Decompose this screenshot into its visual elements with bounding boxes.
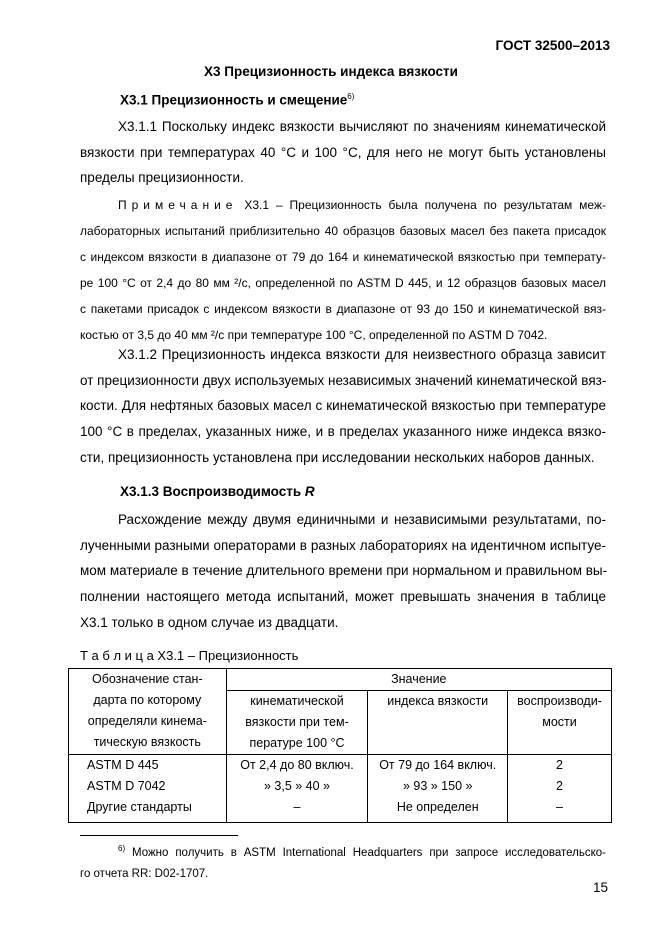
footnote-divider [80, 835, 238, 836]
page-number: 15 [592, 880, 608, 895]
table-row [69, 776, 612, 797]
header-reproducibility: воспроизводи- мости [508, 691, 612, 755]
footnote: $^{6)}$ Можно получить в ASTM International Headquarters при запросе исследовательско- го отчета RR: D02-1707. [80, 844, 606, 880]
header-viscosity-index: индекса вязкости [368, 691, 508, 755]
subsection-x3-1-3-title: X3.1.3 Воспроизводимость R [120, 484, 315, 499]
cell-standard: Другие стандарты [69, 797, 227, 823]
section-title: X3 Прецизионность индекса вязкости [204, 64, 458, 79]
cell-kinematic: – [226, 797, 368, 823]
cell-repro: 2 [508, 776, 612, 797]
footnote-mark: 6) [118, 844, 126, 853]
note-label: Примечание [118, 198, 238, 212]
cell-index: » 93 » 150 » [368, 776, 508, 797]
cell-standard: ASTM D 7042 [69, 776, 227, 797]
cell-standard: ASTM D 445 [69, 755, 227, 777]
note-x3-1: Примечание X3.1 – Прецизионность была получена по результатам меж- лабораторных испытаний приблизительно 40 образцов базовых масел без пакета присадок с индексом вязкости в диапазоне от 79 до 164 и кинематической вязкостью при температу- ре 100 °C от 2,4 до 80 мм ²/с, определенной по ASTM D 445, и 12 образцов базовых масел с пакетами присадок с индексом вязкости в диапазоне от 93 до 150 и кинематической вяз- костью от 3,5 до 40 мм ²/с при температуре 100 °C, определенной по ASTM D 7042. [80, 198, 606, 342]
cell-repro: – [508, 797, 612, 823]
header-kinematic: кинематической вязкости при тем- пературе 100 °C [226, 691, 368, 755]
paragraph-x3-1-2: X3.1.2 Прецизионность индекса вязкости для неизвестного образца зависит от прецизионности двух используемых независимых значений кинематической вяз- кости. Для нефтяных базовых масел с кинематической вязкостью при температуре 100 °C в пределах, указанных ниже, и в пределах указанного ниже индекса вязко- сти, прецизионность установлена при исследовании нескольких наборов данных. [80, 347, 607, 465]
table-row [69, 797, 612, 823]
subsection-title: X3.1 Прецизионность и смещение$^{6)}$ [120, 92, 355, 108]
cell-kinematic: От 2,4 до 80 включ. [226, 755, 368, 777]
footnote-ref: 6) [347, 92, 355, 101]
cell-repro: 2 [508, 755, 612, 777]
table-row [69, 755, 612, 777]
table-caption: Т а б л и ц а X3.1 – Прецизионность [80, 648, 299, 663]
paragraph-reproducibility: Расхождение между двумя единичными и независимыми результатами, по- лученными разными операторами в разных лабораториях на идентичном испытуе- мом материале в течение длительного времени при нормальном и правильном вы- полнении настоящего метода испытаний, может превышать значения в таблице X3.1 только в одном случае из двадцати. [80, 512, 608, 630]
cell-kinematic: » 3,5 » 40 » [226, 776, 368, 797]
header-standard: Обозначение стан- дарта по которому определяли кинема- тическую вязкость [69, 669, 227, 755]
header-value-group: Значение [226, 669, 611, 691]
precision-table [68, 668, 612, 823]
document-code: ГОСТ 32500–2013 [495, 38, 610, 53]
cell-index: От 79 до 164 включ. [368, 755, 508, 777]
cell-index: Не определен [368, 797, 508, 823]
paragraph-x3-1-1: X3.1.1 Поскольку индекс вязкости вычисляют по значениям кинематической вязкости при температурах 40 °C и 100 °C, для него не могут быть установлены пределы прецизионности. [80, 119, 606, 186]
